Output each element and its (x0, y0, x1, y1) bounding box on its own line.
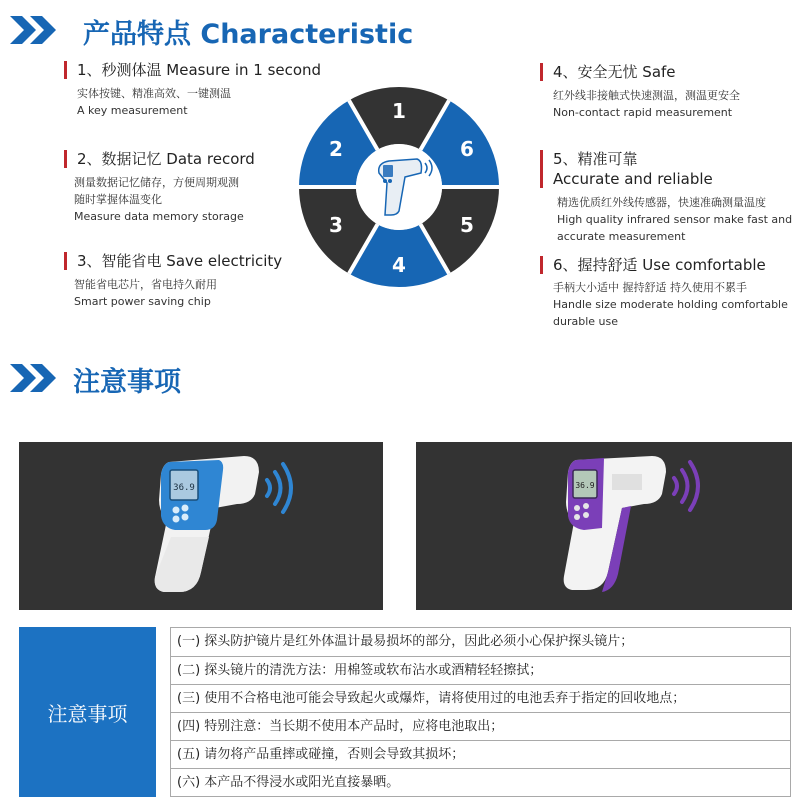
feature-title: 4、安全无忧 Safe (553, 63, 676, 81)
feature-4 (540, 62, 740, 121)
feature-1 (64, 60, 321, 119)
feature-marker (64, 150, 67, 168)
blue-thermometer-image (19, 442, 383, 610)
note-item: (一) 探头防护镜片是红外体温计最易损坏的部分，因此必须小心保护探头镜片； (177, 634, 634, 649)
note-item: (四) 特别注意：当长期不使用本产品时，应将电池取出； (171, 712, 790, 740)
feature-subtitle: Accurate and reliable (553, 170, 713, 188)
feature-title: 6、握持舒适 Use comfortable (553, 256, 766, 274)
product-photo-blue (19, 442, 383, 610)
feature-wheel (298, 86, 500, 288)
feature-marker (64, 61, 67, 79)
feature-line: High quality infrared sensor make fast and (557, 213, 793, 226)
product-photo-purple (416, 442, 792, 610)
feature-line: accurate measurement (557, 230, 686, 243)
feature-marker (540, 150, 543, 188)
feature-marker (540, 63, 543, 81)
section-title-characteristic: 产品特点 Characteristic (83, 19, 414, 50)
feature-title: 5、精准可靠 (553, 150, 638, 168)
notes-list (170, 627, 791, 797)
feature-line: 实体按键、精准高效、一键测温 (77, 87, 231, 100)
section-title-notes: 注意事项 (73, 367, 181, 398)
wheel-number-1: 1 (392, 99, 406, 123)
note-item: (二) 探头镜片的清洗方法：用棉签或软布沾水或酒精轻轻擦拭； (171, 656, 790, 684)
feature-line: 测量数据记忆储存，方便周期观测 (74, 176, 239, 189)
feature-line: A key measurement (77, 104, 188, 117)
feature-line: 随时掌握体温变化 (74, 193, 162, 206)
feature-title: 1、秒测体温 Measure in 1 second (77, 61, 322, 79)
feature-line: Smart power saving chip (74, 295, 211, 308)
feature-6 (540, 255, 788, 330)
feature-title: 3、智能省电 Save electricity (77, 252, 283, 270)
feature-line: Non-contact rapid measurement (553, 106, 733, 119)
feature-line: Handle size moderate holding comfortable (553, 298, 788, 311)
feature-marker (540, 256, 543, 274)
double-chevron-icon (8, 14, 66, 46)
feature-title: 2、数据记忆 Data record (77, 150, 255, 168)
feature-line: 红外线非接触式快速测温，测温更安全 (553, 89, 740, 102)
note-item: (三) 使用不合格电池可能会导致起火或爆炸，请将使用过的电池丢弃于指定的回收地点； (171, 684, 790, 712)
notes-label: 注意事项 (19, 627, 156, 797)
note-item: (六) 本产品不得浸水或阳光直接暴晒。 (171, 768, 790, 796)
svg-text:36.9: 36.9 (575, 481, 595, 490)
note-item: (五) 请勿将产品重摔或碰撞，否则会导致其损坏； (171, 740, 790, 768)
wheel-number-3: 3 (329, 213, 343, 237)
wheel-number-2: 2 (329, 137, 343, 161)
feature-line: 精选优质红外线传感器，快速准确测量温度 (557, 196, 766, 209)
double-chevron-icon (8, 362, 66, 394)
feature-line: Measure data memory storage (74, 210, 244, 223)
feature-line: 智能省电芯片，省电持久耐用 (74, 278, 217, 291)
feature-line: durable use (553, 315, 618, 328)
purple-thermometer-image (416, 442, 792, 610)
svg-text:36.9: 36.9 (173, 483, 195, 493)
feature-2 (64, 149, 255, 225)
wheel-number-6: 6 (460, 137, 474, 161)
feature-5 (540, 149, 792, 245)
wheel-number-4: 4 (392, 253, 406, 277)
wheel-number-5: 5 (460, 213, 474, 237)
feature-3 (64, 251, 282, 310)
feature-marker (64, 252, 67, 270)
feature-line: 手柄大小适中 握持舒适 持久使用不累手 (553, 281, 747, 294)
